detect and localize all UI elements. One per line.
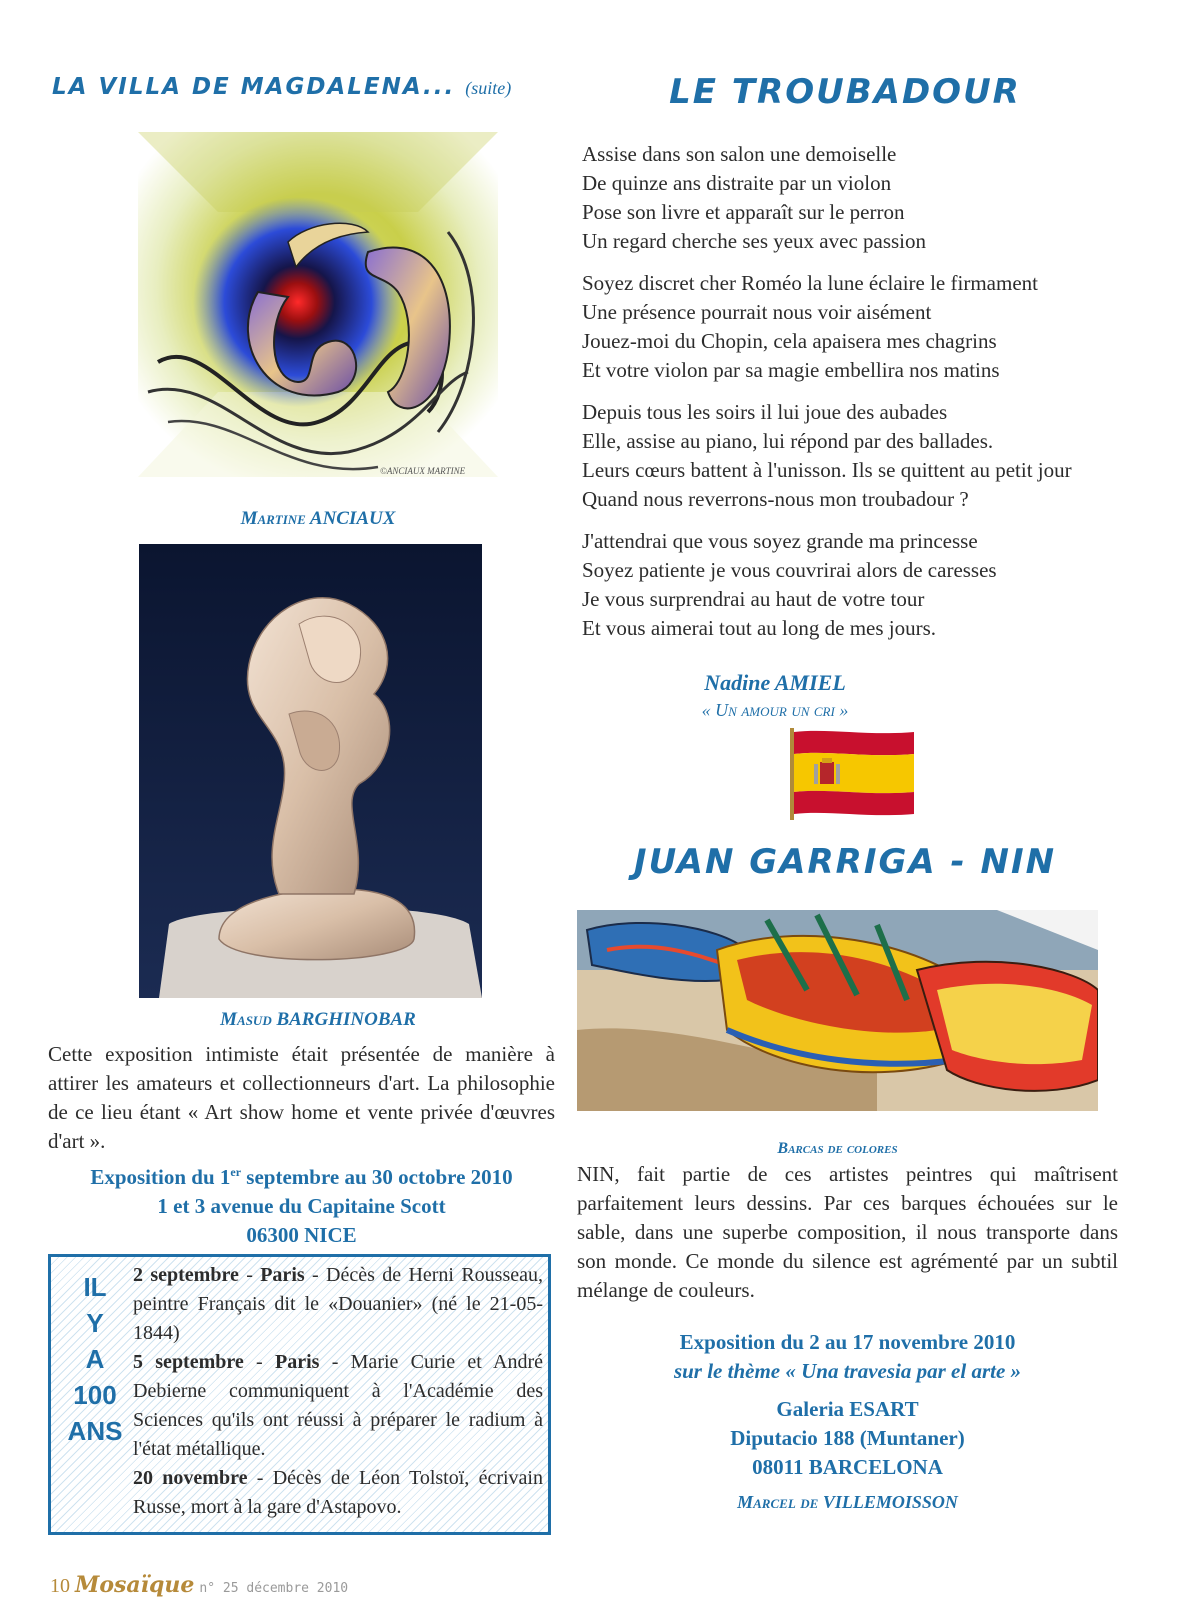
troubadour-title: LE TROUBADOUR [669, 72, 1021, 112]
galeria-name: Galeria ESART [776, 1397, 919, 1421]
nin-description: NIN, fait partie de ces artistes peintres qui maîtrisent parfaitement leurs dessins. Par ces barques échouées sur le sable, dans une superbe composition, il nous transporte dans son monde. Ce monde du silence est agrémenté par un subtil mélange de couleurs. [577, 1162, 1118, 1302]
event-item: 20 novembre - Décès de Léon Tolstoï, écrivain Russe, mort à la gare d'Astapovo. [133, 1467, 543, 1518]
expo-barcelona-dates: Exposition du 2 au 17 novembre 2010 [679, 1330, 1016, 1354]
art1-signature: ©ANCIAUX MARTINE [380, 466, 466, 476]
galeria-city: 08011 BARCELONA [752, 1455, 943, 1479]
villa-title-text: LA VILLA DE MAGDALENA... [52, 74, 456, 100]
il-y-a-100-ans-box [48, 1254, 551, 1535]
spain-flag-icon [788, 728, 918, 820]
expo-nice-city: 06300 NICE [246, 1223, 357, 1247]
villa-title [52, 74, 511, 100]
galeria-address: Diputacio 188 (Muntaner) [730, 1426, 965, 1450]
garriga-title: JUAN GARRIGA - NIN [633, 842, 1057, 882]
event-item: 5 septembre - Paris - Marie Curie et André Debierne communiquent à l'Académie des Sciences qu'ils ont réussi à préparer le radium à l'état métallique. [133, 1351, 543, 1460]
issue-info: n° 25 décembre 2010 [199, 1581, 349, 1596]
boats-caption: Barcas de colores [777, 1140, 898, 1157]
poem-stanza: Soyez discret cher Roméo la lune éclaire le firmament Une présence pourrait nous voir aisément Jouez-moi du Chopin, cela apaisera mes chagrins Et votre violon par sa magie embellira nos matins [582, 271, 1038, 382]
expo-nice-address: 1 et 3 avenue du Capitaine Scott [157, 1194, 446, 1218]
poem-stanza: Assise dans son salon une demoiselle De quinze ans distraite par un violon Pose son livre et apparaît sur le perron Un regard cherche ses yeux avec passion [582, 142, 927, 253]
expo-barcelona-details [577, 1328, 1118, 1386]
expo-nice-details [48, 1158, 555, 1250]
page-footer [50, 1572, 348, 1598]
il-y-a-100-ans-label: IL Y A 100 ANS [67, 1272, 123, 1446]
poem-work-title: « Un amour un cri » [701, 700, 849, 720]
anciaux-caption: Martine ANCIAUX [240, 508, 396, 529]
barghinobar-caption: Masud BARGHINOBAR [220, 1009, 416, 1030]
villa-title-suite: (suite) [465, 78, 512, 98]
poem-author: Nadine AMIEL [704, 670, 846, 695]
event-item: 2 septembre - Paris - Décès de Herni Rousseau, peintre Français dit le «Douanier» (né le 21-05-1844) [133, 1264, 543, 1344]
barcas-de-colores-painting [577, 910, 1098, 1111]
poem-stanza: Depuis tous les soirs il lui joue des aubades Elle, assise au piano, lui répond par des ballades. Leurs cœurs battent à l'unisson. Ils se quittent au petit jour Quand nous reverrons-nous mon troubadour ? [582, 400, 1072, 511]
galeria-details [577, 1395, 1118, 1482]
expo-description: Cette exposition intimiste était présentée de manière à attirer les amateurs et collectionneurs d'art. La philosophie de ce lieu étant « Art show home et vente privée d'œuvres d'art ». [48, 1042, 555, 1153]
page-number: 10 [50, 1575, 70, 1597]
barghinobar-sculpture-photo [139, 544, 482, 998]
history-events [133, 1261, 543, 1522]
expo-nice-dates: Exposition du 1er septembre au 30 octobre 2010 [90, 1165, 513, 1189]
troubadour-poem [582, 140, 1162, 656]
poem-stanza: J'attendrai que vous soyez grande ma princesse Soyez patiente je vous couvrirai alors de caresses Je vous surprendrai au haut de votre tour Et vous aimerai tout au long de mes jours. [582, 529, 997, 640]
anciaux-artwork [118, 122, 518, 492]
magazine-name: Mosaïque [75, 1572, 195, 1598]
article-author: Marcel de VILLEMOISSON [737, 1492, 958, 1512]
expo-barcelona-theme: sur le thème « Una travesia par el arte » [673, 1359, 1022, 1383]
